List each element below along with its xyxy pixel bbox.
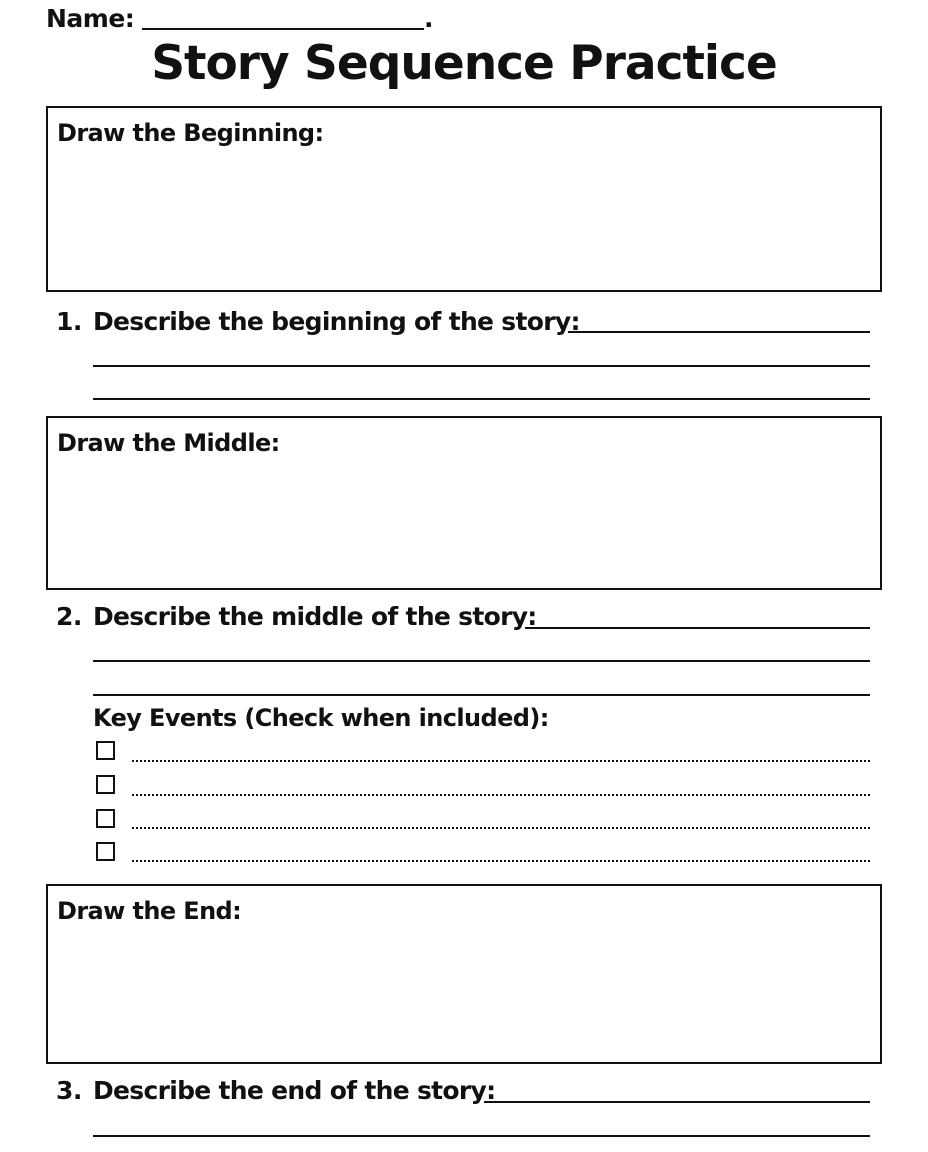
draw-end-label: Draw the End: [57, 897, 242, 925]
key-event-line[interactable] [132, 827, 870, 829]
answer-line[interactable] [525, 627, 870, 629]
name-field-line[interactable] [142, 28, 424, 30]
answer-line[interactable] [484, 1101, 870, 1103]
answer-line[interactable] [93, 365, 870, 367]
answer-line[interactable] [93, 694, 870, 696]
key-event-line[interactable] [132, 860, 870, 862]
question-2-text: Describe the middle of the story: [93, 602, 537, 631]
answer-line[interactable] [93, 1135, 870, 1137]
page-title: Story Sequence Practice [151, 36, 777, 91]
draw-beginning-label: Draw the Beginning: [57, 119, 324, 147]
name-label: Name: [46, 4, 135, 33]
draw-end-box[interactable] [46, 884, 882, 1064]
answer-line[interactable] [93, 398, 870, 400]
question-1-text: Describe the beginning of the story: [93, 307, 580, 336]
key-events-title: Key Events (Check when included): [93, 704, 549, 732]
draw-middle-label: Draw the Middle: [57, 429, 280, 457]
question-2-number: 2. [56, 602, 82, 631]
key-event-checkbox[interactable] [96, 842, 115, 861]
answer-line[interactable] [93, 660, 870, 662]
key-event-checkbox[interactable] [96, 809, 115, 828]
key-event-line[interactable] [132, 794, 870, 796]
draw-middle-box[interactable] [46, 416, 882, 590]
key-event-checkbox[interactable] [96, 775, 115, 794]
name-period: . [424, 4, 434, 33]
key-event-line[interactable] [132, 760, 870, 762]
question-3-text: Describe the end of the story: [93, 1076, 496, 1105]
key-event-checkbox[interactable] [96, 741, 115, 760]
question-1-number: 1. [56, 307, 82, 336]
question-3-number: 3. [56, 1076, 82, 1105]
draw-beginning-box[interactable] [46, 106, 882, 292]
answer-line[interactable] [568, 331, 870, 333]
